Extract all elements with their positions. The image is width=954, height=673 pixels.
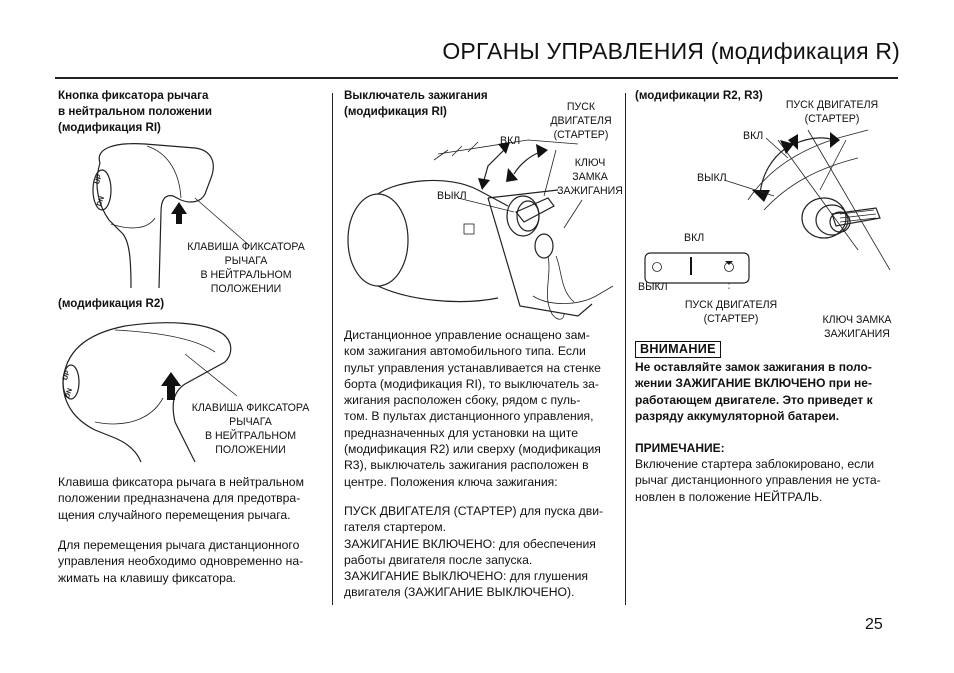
panel-start-label: [676, 298, 786, 326]
text-line: двигателя (ЗАЖИГАНИЕ ВЫКЛЮЧЕНО).: [344, 585, 575, 600]
label-line: ПУСК ДВИГАТЕЛЯ: [684, 299, 778, 311]
text-line: жимать на клавишу фиксатора.: [58, 570, 237, 585]
column-divider-1: [332, 93, 333, 605]
r2-start-label: [782, 98, 882, 126]
label-line: ЗАЖИГАНИЯ: [824, 328, 890, 340]
caption-line: РЫЧАГА: [229, 416, 272, 428]
lever-lock-heading: [58, 88, 318, 136]
text-line: борта (модификация RI), то выключатель за-: [344, 376, 599, 391]
note-text: [635, 456, 897, 505]
heading-line: Кнопка фиксатора рычага: [58, 89, 209, 102]
label-line: ПУСК ДВИГАТЕЛЯ: [785, 99, 879, 111]
text-line: управления необходимо одновременно на-: [58, 554, 304, 569]
knob-dn-label: DN: [96, 195, 107, 208]
caption-line: В НЕЙТРАЛЬНОМ: [204, 430, 297, 442]
text-line: новлен в положение НЕЙТРАЛЬ.: [635, 489, 823, 504]
ignition-description: [344, 327, 612, 490]
fig1-caption: [176, 240, 316, 296]
caption-line: РЫЧАГА: [224, 255, 268, 267]
text-line: ЗАЖИГАНИЕ ВЫКЛЮЧЕНО: для глушения: [344, 569, 589, 584]
knob-up-label: UP: [61, 369, 72, 382]
panel-on-label: ВКЛ: [684, 232, 705, 244]
caption-line: В НЕЙТРАЛЬНОМ: [200, 269, 292, 281]
text-line: Включение стартера заблокировано, если: [635, 457, 875, 471]
text-line: гателя стартером.: [344, 520, 446, 535]
label-line: ПУСК: [566, 101, 596, 113]
caption-line: КЛАВИША ФИКСАТОРА: [187, 241, 305, 253]
key-positions-list: [344, 503, 612, 601]
text-line: Не оставляйте замок зажигания в поло-: [635, 360, 872, 374]
r2-subheading: (модификация R2): [58, 297, 165, 310]
ignition-switch-heading: [344, 88, 488, 120]
text-line: жении ЗАЖИГАНИЕ ВКЛЮЧЕНО при не-: [635, 376, 872, 391]
r2-on-label: ВКЛ: [743, 130, 764, 142]
text-line: разряду аккумуляторной батареи.: [635, 408, 840, 423]
text-line: Дистанционное управление оснащено зам-: [344, 328, 590, 342]
key-positions-panel: [645, 245, 755, 285]
text-line: ком зажигания автомобильного типа. Если: [344, 344, 586, 359]
text-line: положении предназначена для предотвра-: [58, 491, 301, 506]
heading-line: (модификация RI): [344, 105, 447, 118]
r2-off-label: ВЫКЛ: [697, 172, 727, 184]
warning-text: [635, 359, 897, 424]
label-line: КЛЮЧ: [574, 157, 606, 169]
text-line: центре. Положения ключа зажигания:: [344, 474, 558, 489]
text-line: щения случайного перемещения рычага.: [58, 507, 291, 522]
ri-start-label: [536, 100, 626, 142]
caption-line: КЛАВИША ФИКСАТОРА: [191, 402, 310, 414]
caption-line: ПОЛОЖЕНИИ: [215, 444, 286, 456]
text-line: жигания расположен сбоку, рядом с пуль-: [344, 393, 581, 408]
ri-key-label: [542, 156, 638, 198]
panel-off-label: ВЫКЛ: [638, 281, 668, 293]
caption-line: ПОЛОЖЕНИИ: [210, 283, 282, 295]
heading-line: в нейтральном положении: [58, 105, 213, 118]
label-line: ЗАМКА: [572, 171, 608, 183]
lever-lock-instruction: [58, 537, 322, 586]
r2-key-label: [806, 313, 908, 341]
text-line: том. В пультах дистанционного управления,: [344, 409, 594, 424]
text-line: работающем двигателе. Это приведет к: [635, 392, 873, 407]
label-line: (СТАРТЕР): [703, 313, 759, 325]
text-line: пульт управления устанавливается на стенке: [344, 360, 601, 375]
header-rule: [55, 77, 898, 79]
note-heading: ПРИМЕЧАНИЕ:: [635, 441, 725, 455]
page-title: ОРГАНЫ УПРАВЛЕНИЯ (модификация R): [442, 38, 900, 64]
ri-on-label: ВКЛ: [500, 135, 521, 147]
text-line: предназначенных для установки на щите: [344, 425, 578, 440]
label-line: КЛЮЧ ЗАМКА: [822, 314, 892, 326]
text-line: ПУСК ДВИГАТЕЛЯ (СТАРТЕР) для пуска дви-: [344, 504, 604, 518]
text-line: R3), выключатель зажигания расположен в: [344, 458, 589, 473]
text-line: работы двигателя после запуска.: [344, 552, 533, 567]
text-line: Для перемещения рычага дистанционного: [58, 538, 300, 552]
text-line: ЗАЖИГАНИЕ ВКЛЮЧЕНО: для обеспечения: [344, 536, 596, 551]
ignition-r2-r3-illustration: [628, 110, 898, 230]
text-line: (модификация R2) или сверху (модификация: [344, 442, 601, 457]
page-number: 25: [865, 616, 883, 633]
label-line: (СТАРТЕР): [553, 129, 609, 141]
fig2-caption: [178, 401, 323, 457]
ri-off-label: ВЫКЛ: [437, 190, 467, 202]
label-line: ЗАЖИГАНИЯ: [557, 185, 623, 197]
label-line: (СТАРТЕР): [804, 113, 860, 125]
r2-r3-heading: (модификации R2, R3): [635, 89, 763, 102]
text-line: рычаг дистанционного управления не уста-: [635, 473, 881, 488]
text-line: Клавиша фиксатора рычага в нейтральном: [58, 475, 304, 489]
knob-up-label: UP: [93, 173, 104, 186]
heading-line: (модификация RI): [58, 121, 161, 134]
lever-lock-description: [58, 474, 322, 523]
ignition-ri-illustration: [338, 120, 623, 330]
heading-line: Выключатель зажигания: [344, 89, 488, 102]
warning-badge: ВНИМАНИЕ: [635, 341, 721, 358]
label-line: ДВИГАТЕЛЯ: [550, 115, 612, 127]
knob-dn-label: DN: [64, 387, 75, 400]
